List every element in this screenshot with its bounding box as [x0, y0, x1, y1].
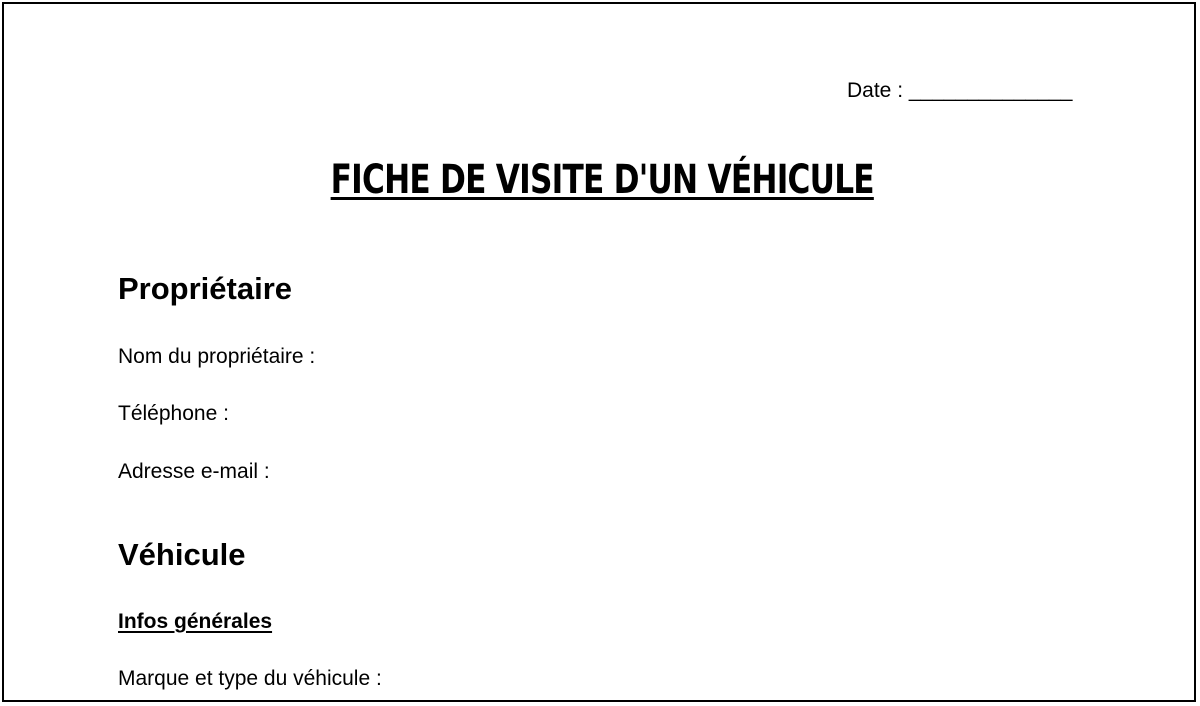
document-title: [4, 154, 1200, 206]
owner-section-heading: Propriétaire: [118, 271, 293, 306]
general-info-subheading: Infos générales: [118, 610, 273, 633]
owner-name-label: Nom du propriétaire :: [118, 345, 316, 368]
date-field: Date : ______________: [847, 79, 1073, 102]
document-title-text: FICHE DE VISITE D'UN VÉHICULE: [330, 157, 874, 203]
vehicle-make-model-label: Marque et type du véhicule :: [118, 667, 382, 690]
owner-phone-label: Téléphone :: [118, 402, 229, 425]
document-page: [2, 2, 1196, 702]
owner-email-label: Adresse e-mail :: [118, 460, 270, 483]
vehicle-section-heading: Véhicule: [118, 537, 246, 572]
